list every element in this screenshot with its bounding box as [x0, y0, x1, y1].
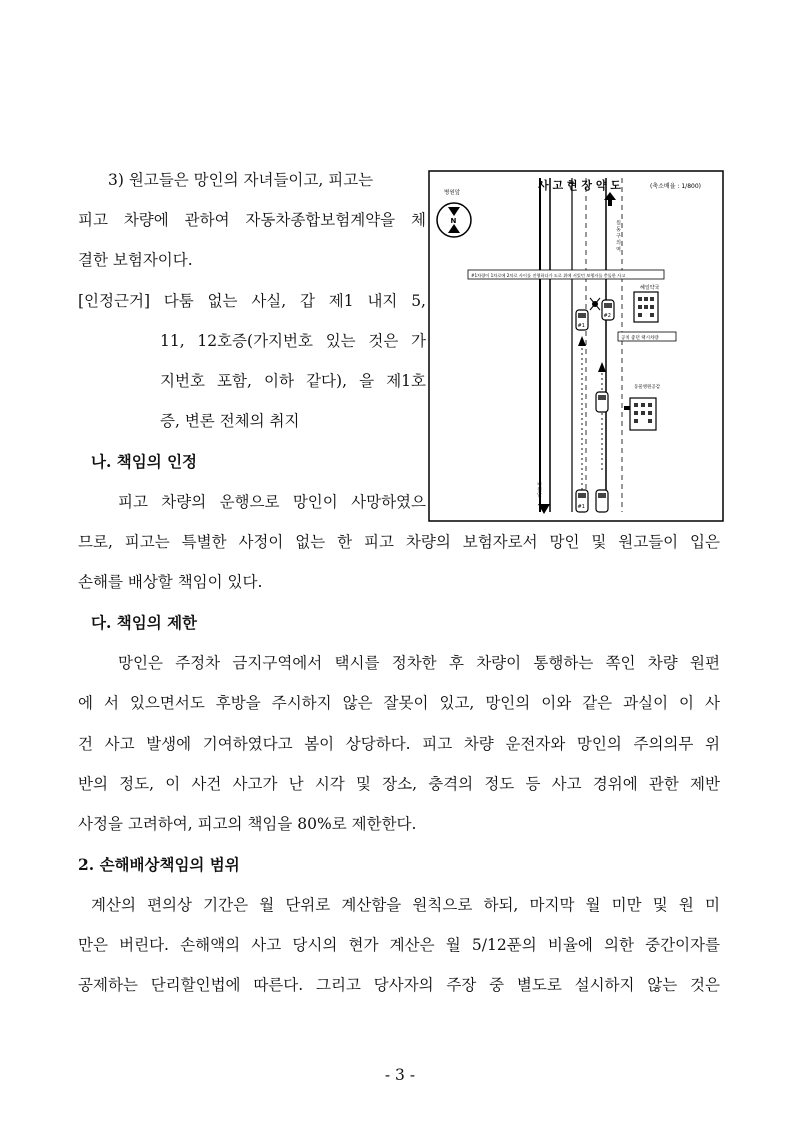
svg-text:#2: #2 — [603, 313, 611, 319]
diagram-title: 사 고 현 장 약 도 — [538, 179, 621, 192]
vehicle-1-icon — [576, 310, 588, 330]
para-line: 에 서 있으면서도 후방을 주시하지 않은 잘못이 있고, 망인의 이와 같은 과실이 이 사 — [78, 694, 720, 712]
para-line: [인정근거] 다툼 없는 사실, 갑 제1 내지 5, — [78, 292, 426, 310]
building-pharmacy-icon — [634, 292, 658, 322]
para-line: 므로, 피고는 특별한 사정이 없는 한 피고 차량의 보험자로서 망인 및 원고들이 입은 — [78, 533, 720, 551]
para-line: 3) 원고들은 망인의 자녀들이고, 피고는 — [108, 171, 374, 189]
para-line: 11, 12호증(가지번호 있는 것은 가 — [160, 332, 426, 350]
section-heading: 나. 책임의 인정 — [91, 452, 198, 471]
taxi-label: 공치 좋던 택시차량 — [621, 336, 659, 341]
para-line: 사정을 고려하여, 피고의 책임을 80%로 제한한다. — [78, 815, 417, 833]
para-line: 피고 차량에 관하여 자동차종합보험계약을 체 — [78, 211, 426, 229]
vehicle-2-taxi-icon — [602, 300, 614, 320]
vehicle-bottom-left-icon — [576, 490, 588, 512]
svg-text:#1: #1 — [577, 504, 585, 510]
para-line: 증, 변론 전체의 취지 — [160, 412, 300, 430]
section-heading: 2. 손해배상책임의 범위 — [78, 855, 240, 874]
diagram-scale: (축소배율 : 1/800) — [650, 183, 701, 190]
building-1-label: 혜일약국 — [640, 285, 660, 291]
accident-scene-diagram — [428, 170, 724, 522]
svg-text:N: N — [450, 217, 457, 225]
right-location-label: 원 동 구 의 역 — [615, 220, 621, 252]
para-line: 망인은 주정차 금지구역에서 택시를 정차한 후 차량이 통행하는 쪽인 차량 원편 — [118, 654, 720, 672]
para-line: 계산의 편의상 기간은 월 단위로 계산함을 원칙으로 하되, 마지막 월 미만 및 원 미 — [91, 896, 720, 914]
vehicle-1-mid-icon — [596, 392, 608, 412]
svg-text:#1: #1 — [577, 323, 585, 329]
compass-icon — [437, 203, 471, 237]
section-heading: 다. 책임의 제한 — [91, 613, 198, 632]
para-line: 공제하는 단리할인법에 따른다. 그리고 당사자의 주장 중 별도로 설시하지 않는 것은 — [78, 976, 720, 994]
para-line: 손해를 배상할 책임이 있다. — [78, 573, 263, 591]
para-line: 피고 차량의 운행으로 망인이 사망하였으 — [118, 493, 426, 511]
para-line: 반의 정도, 이 사건 사고가 난 시각 및 장소, 충격의 정도 등 사고 경위에 관한 제반 — [78, 775, 720, 793]
left-location-label: 병원앞 — [444, 190, 460, 196]
para-line: 건 사고 발생에 기여하였다고 봄이 상당하다. 피고 차량 운전자와 망인의 주의의무 위 — [78, 735, 720, 753]
building-2-label: 동물병원공감 — [634, 385, 661, 390]
para-line: 만은 버린다. 손해액의 사고 당시의 현가 계산은 월 5/12푼의 비율에 의한 중간이자를 — [78, 936, 720, 954]
para-line: 지번호 포함, 이하 같다), 을 제1호 — [160, 372, 426, 390]
vehicle-bottom-right-icon — [596, 490, 608, 512]
bottom-location-label: 병원앞 — [536, 482, 542, 497]
para-line: 결한 보험자이다. — [78, 251, 193, 269]
accident-note: #1차량이 1차로에 2차로 사이를 진행하다가 도로 위에 서있던 보행자를 충돌한 사고 — [471, 273, 626, 278]
page-number: - 3 - — [384, 1066, 416, 1084]
